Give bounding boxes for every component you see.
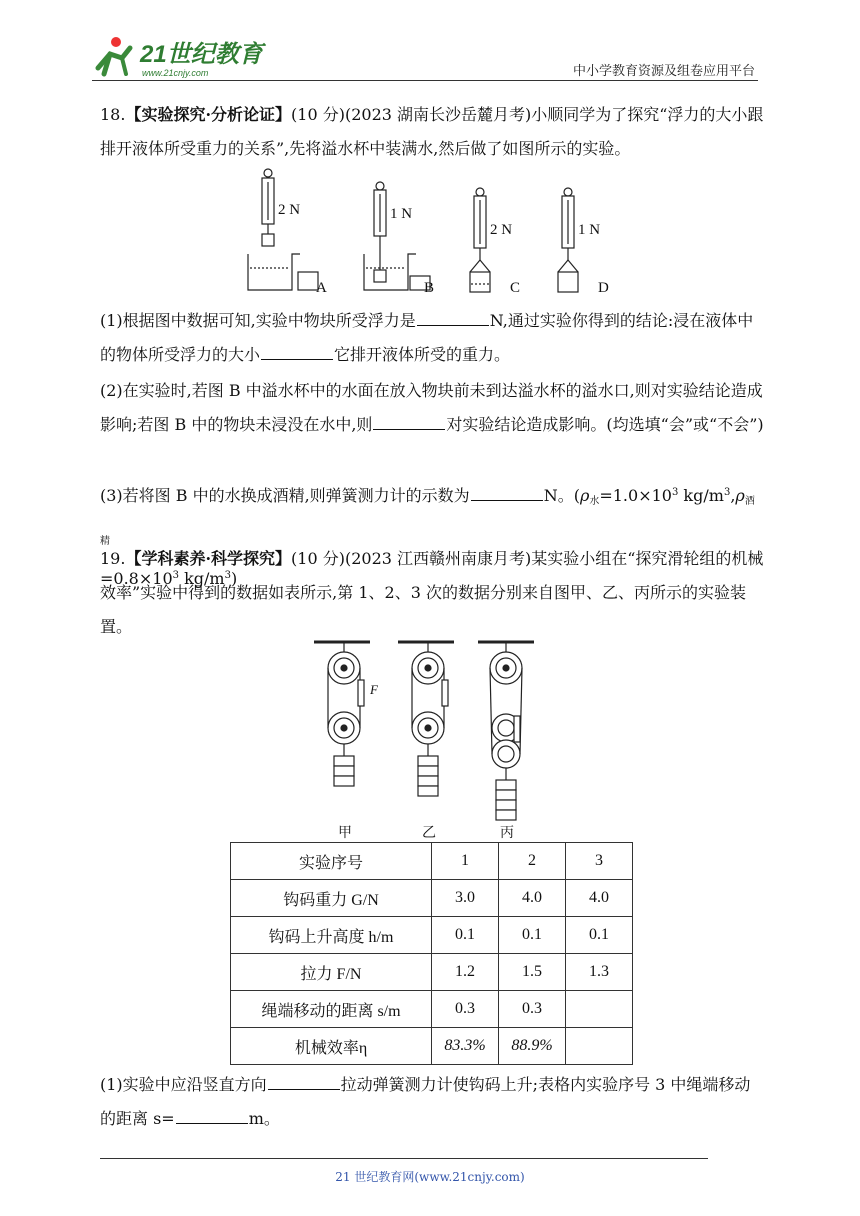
answer-blank[interactable] bbox=[176, 1105, 248, 1124]
q18-figure bbox=[230, 168, 640, 300]
header-divider bbox=[92, 80, 758, 81]
q19-tag: 【学科素养·科学探究】 bbox=[125, 549, 292, 568]
answer-blank[interactable] bbox=[471, 482, 543, 501]
footer-text: 21 世纪教育网(www.21cnjy.com) bbox=[335, 1170, 525, 1184]
label-bing: 丙 bbox=[500, 826, 514, 841]
spring-scale-a bbox=[248, 169, 318, 290]
pulley-set-bing bbox=[490, 642, 522, 820]
answer-blank[interactable] bbox=[268, 1071, 340, 1090]
label-d: D bbox=[598, 280, 609, 296]
footer-divider bbox=[100, 1158, 708, 1159]
answer-cell[interactable] bbox=[566, 1028, 633, 1065]
answer-blank[interactable] bbox=[261, 341, 333, 360]
label-b: B bbox=[424, 280, 435, 296]
q19-intro-text: (10 分)(2023 江西赣州南康月考)某实验小组在“探究滑轮组的机械效率”实验中得到的数据如表所示,第 1、2、3 次的数据分别来自图甲、乙、丙所示的实验装置。 bbox=[100, 549, 764, 636]
reading-b: 1 N bbox=[390, 206, 413, 222]
q18-intro-text: (10 分)(2023 湖南长沙岳麓月考)小顺同学为了探究“浮力的大小跟排开液体所受重力的关系”,先将溢水杯中装满水,然后做了如图所示的实验。 bbox=[100, 105, 764, 158]
q18-number: 18. bbox=[100, 105, 126, 124]
pulley-set-yi bbox=[412, 642, 448, 796]
q19-part1: (1)实验中应沿竖直方向 拉动弹簧测力计使钩码上升;表格内实验序号 3 中绳端移动的距离 s= m。 bbox=[100, 1068, 764, 1136]
table-row: 钩码上升高度 h/m 0.1 0.1 0.1 bbox=[231, 917, 633, 954]
site-logo bbox=[92, 34, 272, 80]
table-row: 机械效率η 83.3% 88.9% bbox=[231, 1028, 633, 1065]
reading-c: 2 N bbox=[490, 222, 513, 238]
runner-icon bbox=[98, 37, 130, 74]
label-jia: 甲 bbox=[338, 826, 352, 841]
answer-cell[interactable] bbox=[566, 991, 633, 1028]
table-row: 绳端移动的距离 s/m 0.3 0.3 bbox=[231, 991, 633, 1028]
q19-number: 19. bbox=[100, 549, 126, 568]
q18-part1: (1)根据图中数据可知,实验中物块所受浮力是 N,通过实验你得到的结论:浸在液体中的物体所受浮力的大小 它排开液体所受的重力。 bbox=[100, 304, 764, 372]
q18-part3: (3)若将图 B 中的水换成酒精,则弹簧测力计的示数为 N。($\rho_水=1.0\times 10^3$ $kg/m^3,\rho_{酒精}$ $=0.8\times 10^3$ $kg/m^3$) bbox=[100, 476, 764, 596]
spring-scale-b bbox=[364, 182, 430, 290]
table-row: 钩码重力 G/N 3.0 4.0 4.0 bbox=[231, 880, 633, 917]
reading-a: 2 N bbox=[278, 202, 301, 218]
q19-pulley-figure bbox=[300, 636, 540, 842]
data-table bbox=[230, 842, 633, 1065]
q18-intro bbox=[100, 98, 764, 166]
spring-scale-d bbox=[558, 188, 578, 292]
label-a: A bbox=[316, 280, 327, 296]
pulley-set-jia bbox=[328, 642, 364, 786]
table-header-row: 实验序号 1 2 3 bbox=[231, 843, 633, 880]
answer-blank[interactable] bbox=[373, 411, 445, 430]
logo-text: 21世纪教育 bbox=[140, 41, 263, 68]
q19-intro bbox=[100, 542, 764, 644]
answer-blank[interactable] bbox=[417, 307, 489, 326]
label-yi: 乙 bbox=[422, 826, 436, 841]
label-c: C bbox=[510, 280, 521, 296]
logo-url: www.21cnjy.com bbox=[142, 68, 209, 78]
reading-d: 1 N bbox=[578, 222, 601, 238]
q18-part2: (2)在实验时,若图 B 中溢水杯中的水面在放入物块前未到达溢水杯的溢水口,则对实验结论造成影响;若图 B 中的物块未浸没在水中,则 对实验结论造成影响。(均选填“会”或“不会”) bbox=[100, 381, 764, 434]
header-platform-text: 中小学教育资源及组卷应用平台 bbox=[572, 64, 755, 79]
table-row: 拉力 F/N 1.2 1.5 1.3 bbox=[231, 954, 633, 991]
q18-tag: 【实验探究·分析论证】 bbox=[125, 105, 292, 124]
force-label: F bbox=[370, 682, 378, 697]
spring-scale-c bbox=[470, 188, 490, 292]
